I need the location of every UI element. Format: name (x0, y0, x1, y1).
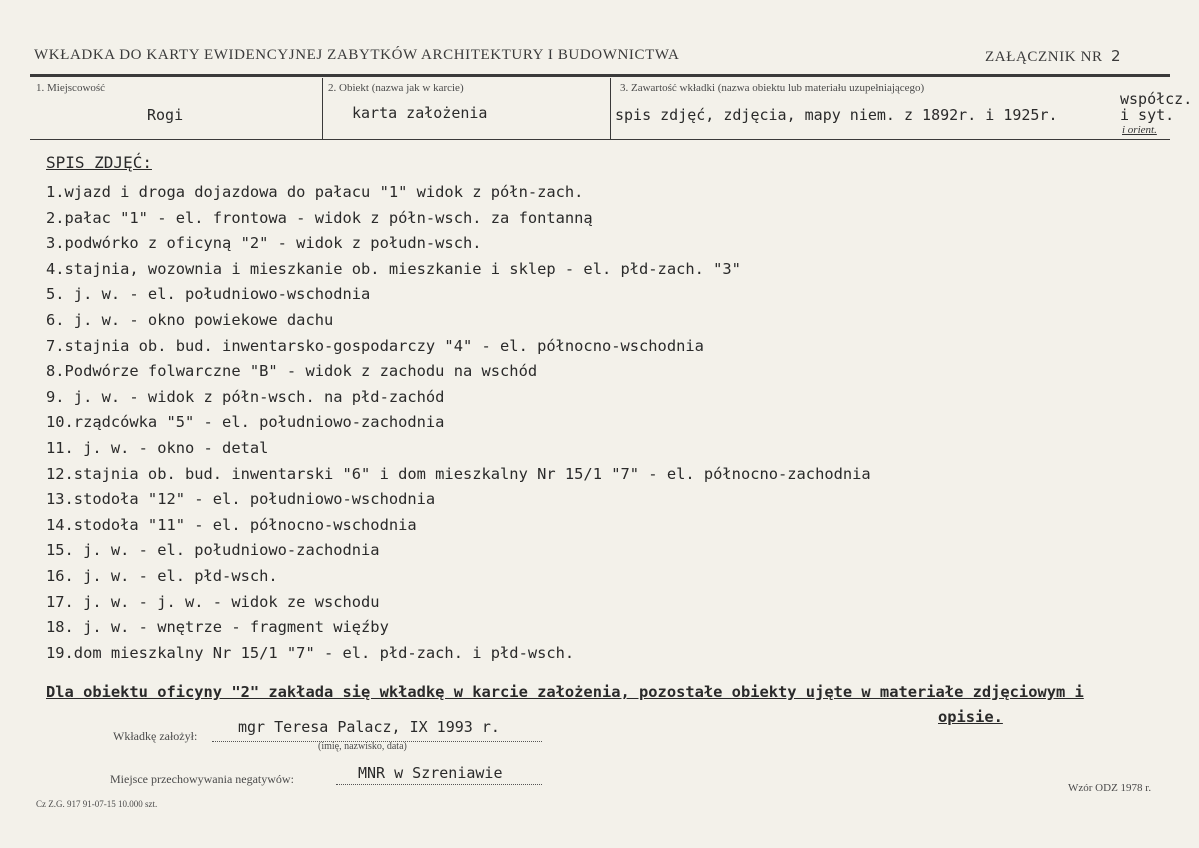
list-item: 7.stajnia ob. bud. inwentarsko-gospodarczy "4" - el. północno-wschodnia (46, 336, 704, 355)
form-model: Wzór ODZ 1978 r. (1068, 782, 1152, 794)
object-value: karta założenia (352, 104, 488, 122)
list-item: 9. j. w. - widok z półn-wsch. na płd-zachód (46, 387, 445, 406)
contents-extra-line2: i syt. (1120, 106, 1175, 124)
list-item: 6. j. w. - okno powiekowe dachu (46, 310, 334, 329)
negatives-label: Miejsce przechowywania negatywów: (110, 772, 294, 786)
header-rule (30, 74, 1170, 77)
list-item: 16. j. w. - el. płd-wsch. (46, 566, 278, 585)
list-item: 4.stajnia, wozownia i mieszkanie ob. mieszkanie i sklep - el. płd-zach. "3" (46, 259, 741, 278)
author-value: mgr Teresa Palacz, IX 1993 r. (238, 718, 500, 736)
contents-extra-line1: współcz. (1120, 90, 1193, 108)
attachment-number (985, 47, 1121, 66)
list-item: 18. j. w. - wnętrze - fragment więźby (46, 618, 389, 637)
list-item: 1.wjazd i droga dojazdowa do pałacu "1" widok z półn-zach. (46, 183, 584, 201)
fields-rule (30, 139, 1170, 140)
negatives-value: MNR w Szreniawie (358, 764, 503, 782)
handwritten-note: i orient. (1122, 124, 1157, 136)
list-item: 12.stajnia ob. bud. inwentarski "6" i dom mieszkalny Nr 15/1 "7" - el. północno-zachodnia (46, 464, 871, 483)
negatives-dotline (336, 784, 542, 785)
list-item: 3.podwórko z oficyną "2" - widok z połudn-wsch. (46, 234, 482, 253)
author-label: Wkładkę założył: (113, 729, 198, 743)
list-item: 14.stodoła "11" - el. północno-wschodnia (46, 515, 417, 534)
list-item: 5. j. w. - el. południowo-wschodnia (46, 285, 371, 304)
form-title: WKŁADKA DO KARTY EWIDENCYJNEJ ZABYTKÓW ARCHITEKTURY I BUDOWNICTWA (34, 47, 680, 63)
list-item: 17. j. w. - j. w. - widok ze wschodu (46, 592, 380, 611)
place-value: Rogi (147, 106, 184, 124)
author-caption: (imię, nazwisko, data) (318, 741, 407, 752)
attachment-label: ZAŁĄCZNIK NR (985, 49, 1103, 65)
contents-label: 3. Zawartość wkładki (nazwa obiektu lub materiału uzupełniającego) (620, 82, 925, 94)
object-label: 2. Obiekt (nazwa jak w karcie) (328, 82, 464, 94)
attachment-value: 2 (1110, 47, 1122, 65)
photo-list-heading: SPIS ZDJĘĆ: (46, 153, 152, 172)
list-item: 8.Podwórze folwarczne "B" - widok z zachodu na wschód (46, 362, 538, 381)
list-item: 10.rządcówka "5" - el. południowo-zachodnia (46, 413, 445, 432)
field-separator (610, 78, 611, 139)
place-label: 1. Miejscowość (36, 82, 106, 94)
list-item: 19.dom mieszkalny Nr 15/1 "7" - el. płd-zach. i płd-wsch. (46, 643, 575, 662)
print-info: Cz Z.G. 917 91-07-15 10.000 szt. (36, 799, 158, 809)
contents-value: spis zdjęć, zdjęcia, mapy niem. z 1892r. i 1925r. (615, 106, 1058, 124)
summary-note-line2: opisie. (938, 708, 1003, 726)
list-item: 2.pałac "1" - el. frontowa - widok z półn-wsch. za fontanną (46, 208, 593, 227)
field-separator (322, 78, 323, 139)
list-item: 13.stodoła "12" - el. południowo-wschodnia (46, 490, 436, 509)
list-item: 11. j. w. - okno - detal (46, 438, 269, 457)
list-item: 15. j. w. - el. południowo-zachodnia (46, 541, 380, 560)
photo-list (46, 180, 871, 666)
summary-note-line1: Dla obiektu oficyny "2" zakłada się wkładkę w karcie założenia, pozostałe obiekty ujęte w materiałe zdjęciowym i (46, 683, 1084, 701)
